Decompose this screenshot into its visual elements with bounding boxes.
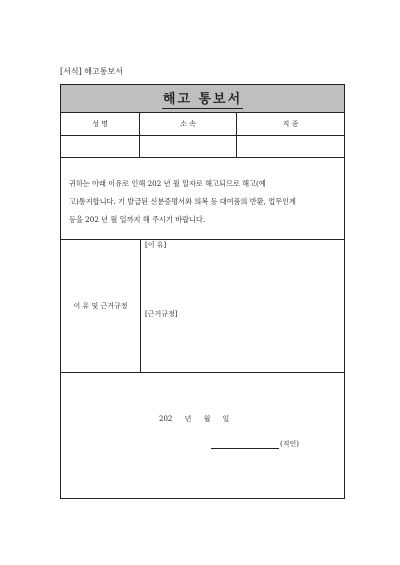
reason-row [61, 240, 344, 373]
seal-label: (직인) [280, 440, 299, 448]
job-type-field[interactable] [237, 135, 344, 157]
form-label: [서식] 해고통보서 [60, 67, 123, 76]
notice-body-line: 등을 202 년 월 일까지 해 주시기 바랍니다. [69, 215, 206, 224]
column-header-job-type: 직 종 [282, 119, 299, 128]
column-header-name: 성 명 [61, 112, 140, 135]
header-row [61, 112, 344, 136]
signature-line [211, 439, 299, 449]
reason-label: 이 유 및 근거규정 [61, 240, 141, 372]
reason-heading: [이 유] [145, 241, 167, 249]
page-title: 해고 통보서 [162, 88, 243, 109]
notice-body-line: 귀하는 아래 이유로 인해 202 년 월 일자로 해고되므로 해고(예 [69, 179, 266, 188]
department-field[interactable] [140, 135, 237, 157]
signature-field[interactable] [211, 440, 279, 449]
title-row [61, 85, 344, 113]
notice-body [61, 157, 344, 240]
column-header-department: 소 속 [140, 112, 237, 135]
value-row [61, 135, 344, 158]
name-field[interactable] [61, 135, 140, 157]
notice-form [60, 84, 345, 499]
date-line: 202 년 월 일 [159, 415, 230, 423]
basis-heading: [근거규정] [145, 310, 178, 318]
notice-body-line: 고)통지합니다. 기 발급된 신분증명서와 의복 등 대여품의 반환, 업무인계 [69, 197, 297, 206]
